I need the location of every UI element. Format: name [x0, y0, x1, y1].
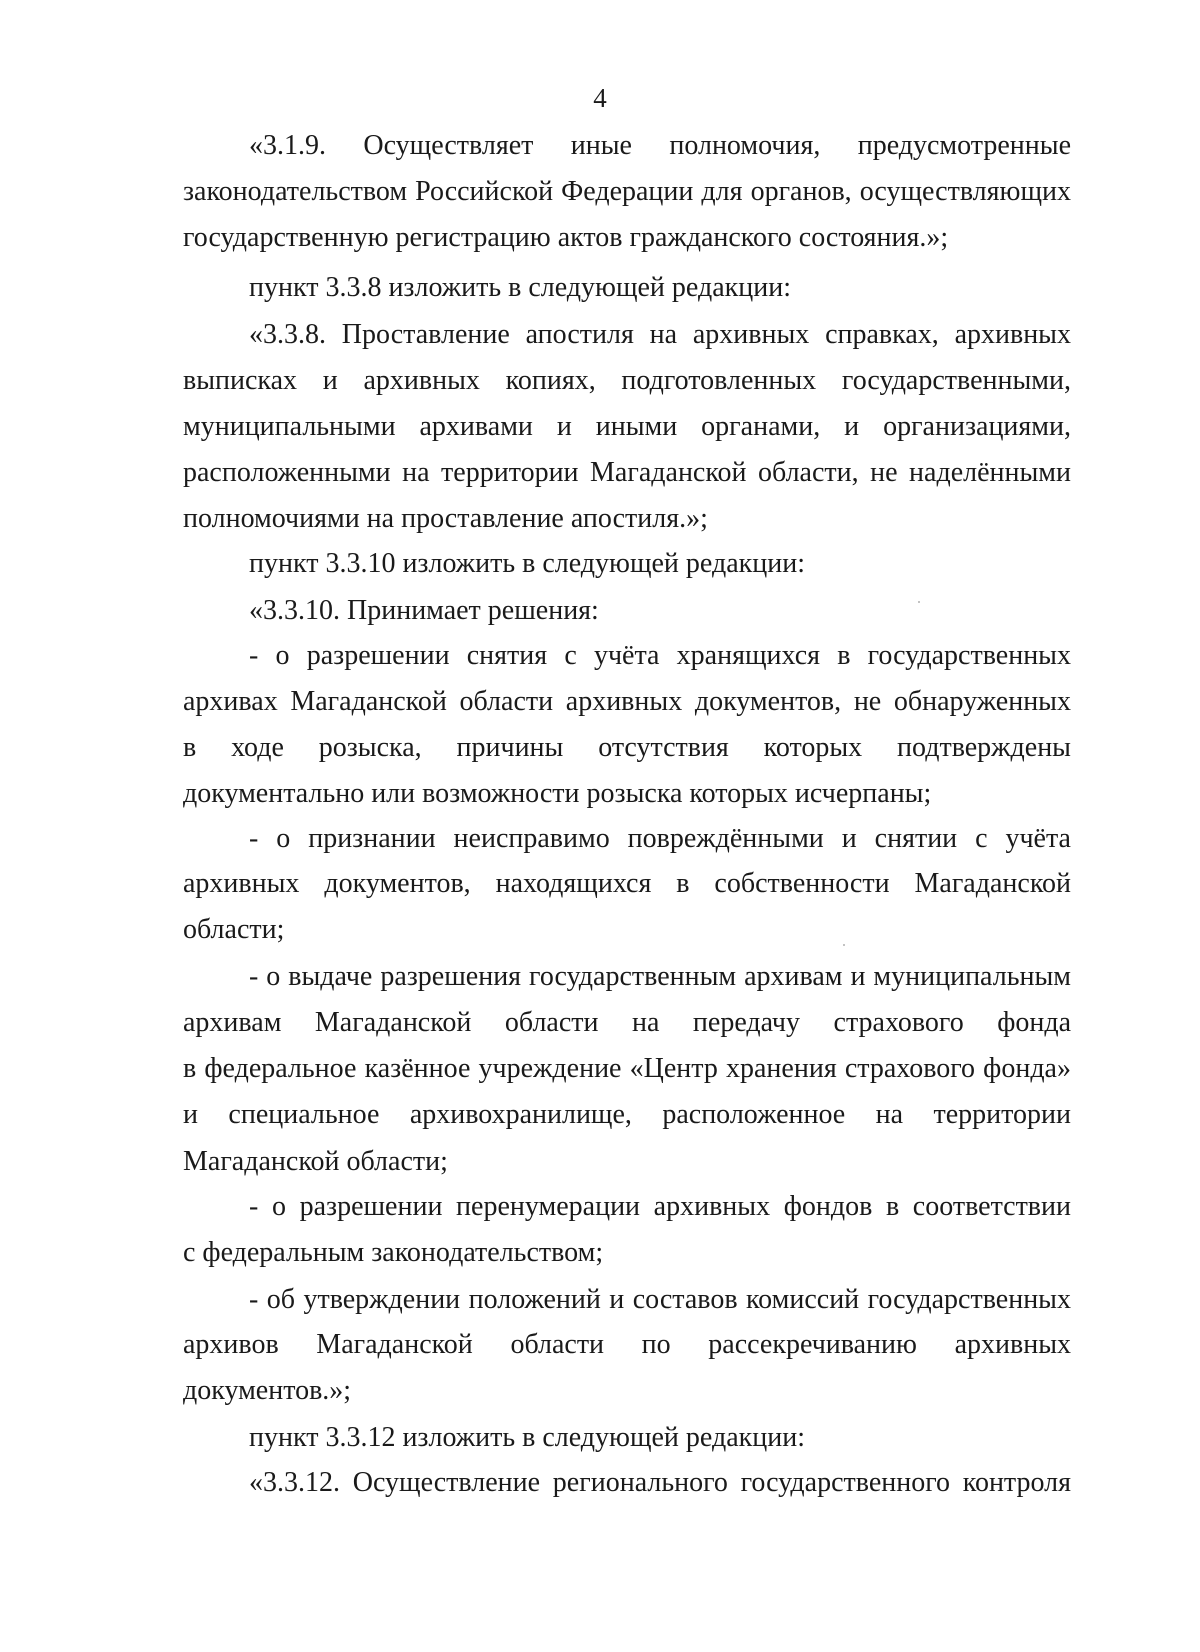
text-line: и специальное архивохранилище, расположенное на территории	[183, 1099, 1071, 1130]
text-line: - о разрешении снятия с учёта хранящихся в государственных	[249, 640, 1071, 671]
text-line: «3.3.10. Принимает решения:	[249, 595, 599, 626]
text-line: «3.1.9. Осуществляет иные полномочия, предусмотренные	[249, 130, 1071, 161]
text-line: в федеральное казённое учреждение «Центр хранения страхового фонда»	[183, 1053, 1071, 1084]
page-number: 4	[593, 83, 607, 113]
text-line: документально или возможности розыска которых исчерпаны;	[183, 778, 932, 809]
text-line: пункт 3.3.12 изложить в следующей редакции:	[249, 1422, 805, 1453]
text-line: законодательством Российской Федерации для органов, осуществляющих	[183, 176, 1071, 207]
text-line: - о выдаче разрешения государственным архивам и муниципальным	[249, 961, 1071, 992]
text-line: выписках и архивных копиях, подготовленных государственными,	[183, 365, 1071, 396]
text-line: архивам Магаданской области на передачу страхового фонда	[183, 1007, 1071, 1038]
text-line: полномочиями на проставление апостиля.»;	[183, 503, 708, 534]
text-line: - о признании неисправимо повреждёнными и снятии с учёта	[249, 823, 1071, 854]
text-line: муниципальными архивами и иными органами, и организациями,	[183, 411, 1071, 442]
text-line: с федеральным законодательством;	[183, 1237, 604, 1268]
text-line: архивных документов, находящихся в собственности Магаданской	[183, 868, 1071, 899]
text-line: в ходе розыска, причины отсутствия которых подтверждены	[183, 732, 1071, 763]
text-line: - о разрешении перенумерации архивных фондов в соответствии	[249, 1191, 1071, 1222]
text-line: государственную регистрацию актов гражданского состояния.»;	[183, 222, 949, 253]
scan-speck	[918, 601, 920, 603]
text-line: области;	[183, 914, 285, 945]
text-line: «3.3.12. Осуществление регионального государственного контроля	[249, 1467, 1071, 1498]
text-line: архивов Магаданской области по рассекречиванию архивных	[183, 1329, 1071, 1360]
text-line: архивах Магаданской области архивных документов, не обнаруженных	[183, 686, 1071, 717]
text-line: расположенными на территории Магаданской области, не наделёнными	[183, 457, 1071, 488]
text-line: пункт 3.3.8 изложить в следующей редакции:	[249, 272, 791, 303]
text-line: документов.»;	[183, 1375, 352, 1406]
text-line: - об утверждении положений и составов комиссий государственных	[249, 1284, 1071, 1315]
text-line: «3.3.8. Проставление апостиля на архивных справках, архивных	[249, 319, 1071, 350]
scan-speck	[843, 944, 845, 946]
text-line: Магаданской области;	[183, 1146, 448, 1177]
text-line: пункт 3.3.10 изложить в следующей редакции:	[249, 548, 805, 579]
